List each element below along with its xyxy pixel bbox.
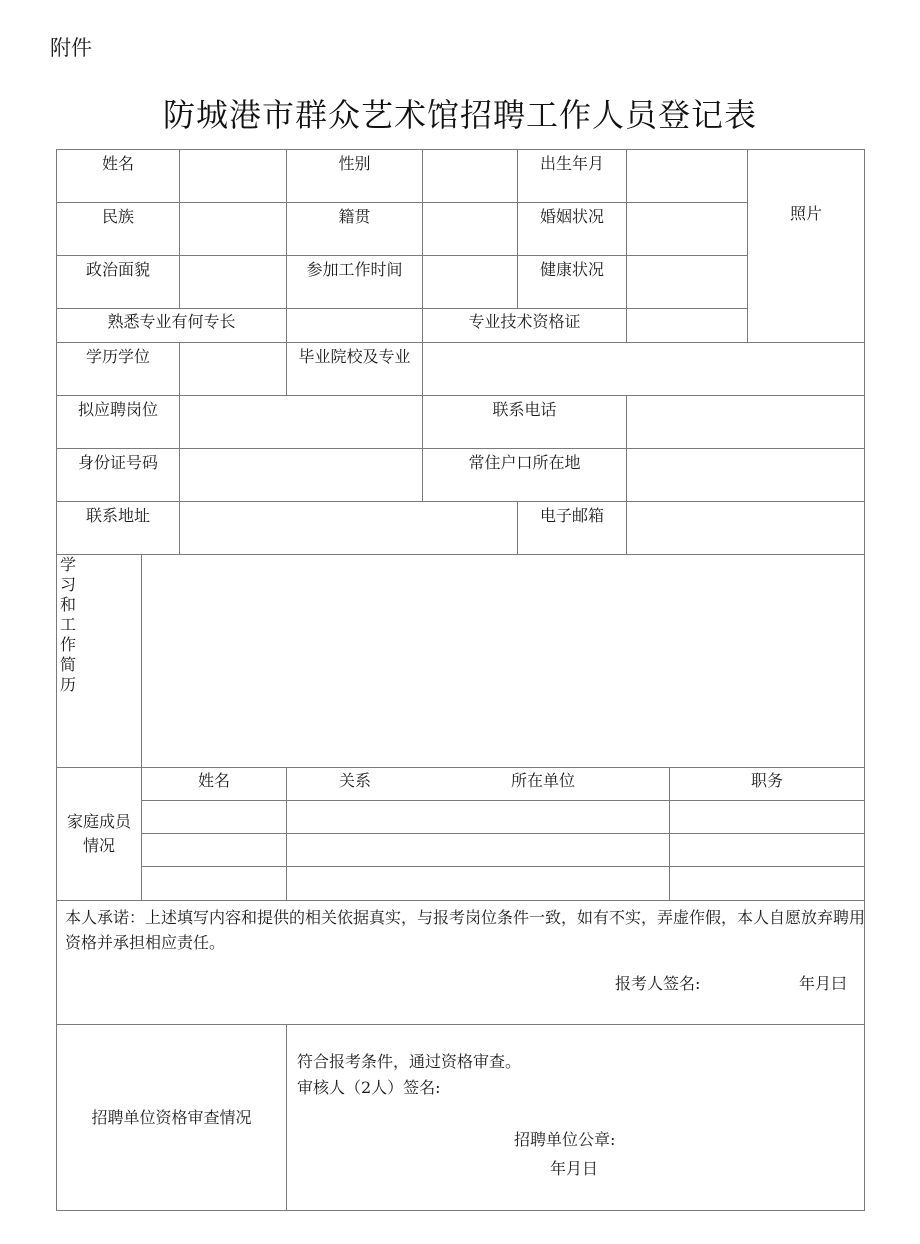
family-col-relation-unit (286, 767, 670, 801)
applicant-signature-label: 报考人签名: (615, 974, 701, 993)
email-field[interactable] (626, 501, 865, 555)
review-section (286, 1024, 865, 1211)
marital-status-field[interactable] (626, 202, 748, 256)
reviewer-signature-label: 审核人（2人）签名: (297, 1078, 441, 1097)
residence-label: 常住户口所在地 (422, 448, 627, 502)
political-status-field[interactable] (179, 255, 287, 309)
family-label-line2: 情况 (82, 836, 115, 855)
resume-label-text: 学习和工作简历 (60, 555, 77, 694)
work-start-label: 参加工作时间 (286, 255, 423, 309)
specialty-field[interactable] (286, 308, 423, 343)
family-label-line1: 家庭成员 (66, 812, 131, 831)
education-label: 学历学位 (56, 342, 180, 396)
family-col-title: 职务 (669, 767, 865, 801)
family-row-1-title[interactable] (669, 800, 865, 834)
address-field[interactable] (179, 501, 518, 555)
phone-field[interactable] (626, 395, 865, 449)
applicant-date-label: 年月曰 (799, 974, 848, 993)
family-row-2-name[interactable] (141, 833, 287, 867)
resume-field[interactable] (141, 554, 865, 768)
health-field[interactable] (626, 255, 748, 309)
review-label: 招聘单位资格审查情况 (56, 1024, 287, 1211)
pledge-section (56, 900, 865, 1025)
certificate-field[interactable] (626, 308, 748, 343)
family-col-name: 姓名 (141, 767, 287, 801)
id-number-field[interactable] (179, 448, 423, 502)
birth-field[interactable] (626, 149, 748, 203)
political-status-label: 政治面貌 (56, 255, 180, 309)
name-label: 姓名 (56, 149, 180, 203)
native-place-field[interactable] (422, 202, 518, 256)
certificate-label: 专业技术资格证 (422, 308, 627, 343)
family-label (56, 767, 142, 901)
ethnicity-field[interactable] (179, 202, 287, 256)
family-row-3-title[interactable] (669, 866, 865, 901)
native-place-label: 籍贯 (286, 202, 423, 256)
work-start-field[interactable] (422, 255, 518, 309)
family-col-relation: 关系 (339, 771, 372, 790)
ethnicity-label: 民族 (56, 202, 180, 256)
family-row-1-name[interactable] (141, 800, 287, 834)
attachment-label: 附件 (50, 36, 92, 60)
family-row-1-relation-unit[interactable] (286, 800, 670, 834)
resume-label (56, 554, 142, 768)
health-label: 健康状况 (517, 255, 627, 309)
pledge-text: 本人承诺：上述填写内容和提供的相关依据真实，与报考岗位条件一致，如有不实，弄虚作假，本人自愿放弃聘用资格并承担相应责任。 (65, 908, 866, 952)
specialty-label: 熟悉专业有何专长 (56, 308, 287, 343)
position-label: 拟应聘岗位 (56, 395, 180, 449)
gender-label: 性别 (286, 149, 423, 203)
name-field[interactable] (179, 149, 287, 203)
photo-box[interactable]: 照片 (747, 149, 865, 343)
phone-label: 联系电话 (422, 395, 627, 449)
residence-field[interactable] (626, 448, 865, 502)
id-number-label: 身份证号码 (56, 448, 180, 502)
gender-field[interactable] (422, 149, 518, 203)
email-label: 电子邮箱 (517, 501, 627, 555)
birth-label: 出生年月 (517, 149, 627, 203)
family-row-3-name[interactable] (141, 866, 287, 901)
marital-status-label: 婚姻状况 (517, 202, 627, 256)
unit-seal-label: 招聘单位公章: (514, 1130, 616, 1149)
education-field[interactable] (179, 342, 287, 396)
family-row-2-relation-unit[interactable] (286, 833, 670, 867)
school-major-field[interactable] (422, 342, 865, 396)
position-field[interactable] (179, 395, 423, 449)
school-major-label: 毕业院校及专业 (286, 342, 423, 396)
family-row-3-relation-unit[interactable] (286, 866, 670, 901)
family-col-unit: 所在单位 (511, 771, 576, 790)
family-row-2-title[interactable] (669, 833, 865, 867)
review-result: 符合报考条件，通过资格审查。 (297, 1052, 522, 1071)
page-title: 防城港市群众艺术馆招聘工作人员登记表 (162, 96, 757, 134)
address-label: 联系地址 (56, 501, 180, 555)
review-date-label: 年月日 (550, 1159, 599, 1178)
